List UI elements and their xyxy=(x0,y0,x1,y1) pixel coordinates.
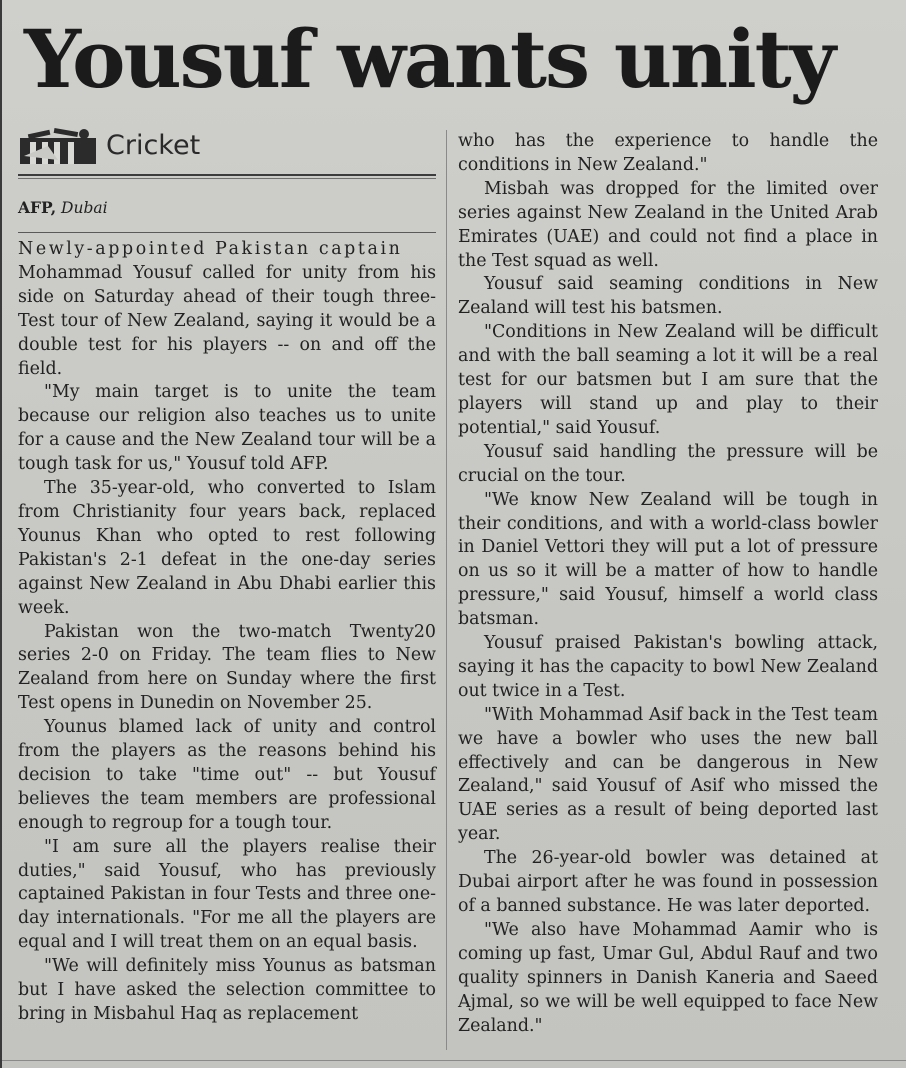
bottom-border xyxy=(2,1060,906,1061)
section-name: Cricket xyxy=(106,130,201,161)
paragraph: Yousuf said handling the pressure will be crucial on the tour. xyxy=(458,441,878,486)
paragraph: Younus blamed lack of unity and control from the players as the reasons behind his decision to take "time out" -- but Yousuf believes the team members are professional enough to regroup for a tough tour. xyxy=(18,717,436,833)
paragraph: "We know New Zealand will be tough in their conditions, and with a world-class bowler in Daniel Vettori they will put a lot of pressure on us so it will be a matter of how to handle pressure," said Yousuf, himself a world class batsman. xyxy=(458,489,878,630)
section-divider xyxy=(18,178,436,179)
section-header xyxy=(18,124,436,176)
lead-first-line: Newly-appointed Pakistan captain xyxy=(18,239,403,259)
column-divider xyxy=(446,130,447,1050)
paragraph: "We also have Mohammad Aamir who is coming up fast, Umar Gul, Abdul Rauf and two quality spinners in Danish Kaneria and Saeed Ajmal, so we will be well equipped to face New Zealand." xyxy=(458,919,878,1036)
byline-agency: AFP, xyxy=(18,198,57,217)
byline-divider xyxy=(18,232,436,233)
paragraph: Yousuf said seaming conditions in New Zealand will test his batsmen. xyxy=(458,274,878,319)
left-column xyxy=(18,238,436,1027)
paragraph: The 35-year-old, who converted to Islam from Christianity four years back, replaced Younus Khan who opted to rest following Pakistan's 2-1 defeat in the one-day series against New Zealand in Abu Dhabi earlier this week. xyxy=(18,478,436,618)
paragraph-continuation: who has the experience to handle the conditions in New Zealand." xyxy=(458,131,878,175)
byline-place: Dubai xyxy=(61,199,108,217)
paragraph: Mohammad Yousuf called for unity from his side on Saturday ahead of their tough three-Test tour of New Zealand, saying it would be a double test for his players -- on and off the field. xyxy=(18,262,436,379)
paragraph: "Conditions in New Zealand will be difficult and with the ball seaming a lot it will be a real test for our batsmen but I am sure that the players will stand up and play to their potential," said Yousuf. xyxy=(458,322,878,438)
cricket-wickets-icon xyxy=(18,126,98,166)
headline: Yousuf wants unity xyxy=(24,12,835,106)
paragraph: The 26-year-old bowler was detained at Dubai airport after he was found in possession of a banned substance. He was later deported. xyxy=(458,848,878,916)
byline xyxy=(18,198,436,217)
paragraph: Pakistan won the two-match Twenty20 series 2-0 on Friday. The team flies to New Zealand from here on Sunday where the first Test opens in Dunedin on November 25. xyxy=(18,621,436,714)
paragraph: "I am sure all the players realise their duties," said Yousuf, who has previously captained Pakistan in four Tests and three one-day internationals. "For me all the players are equal and I will treat them on an equal basis. xyxy=(18,836,436,953)
paragraph: "We will definitely miss Younus as batsman but I have asked the selection committee to bring in Misbahul Haq as replacement xyxy=(18,956,436,1024)
right-column xyxy=(458,130,878,1038)
paragraph: Misbah was dropped for the limited over series against New Zealand in the United Arab Emirates (UAE) and could not find a place in the Test squad as well. xyxy=(458,178,878,271)
paragraph: "With Mohammad Asif back in the Test team we have a bowler who uses the new ball effectively and can be dangerous in New Zealand," said Yousuf of Asif who missed the UAE series as a result of being deported last year. xyxy=(458,704,878,845)
paragraph: "My main target is to unite the team because our religion also teaches us to unite for a cause and the New Zealand tour will be a tough task for us," Yousuf told AFP. xyxy=(18,382,436,475)
paragraph: Yousuf praised Pakistan's bowling attack, saying it has the capacity to bowl New Zealand out twice in a Test. xyxy=(458,633,878,701)
